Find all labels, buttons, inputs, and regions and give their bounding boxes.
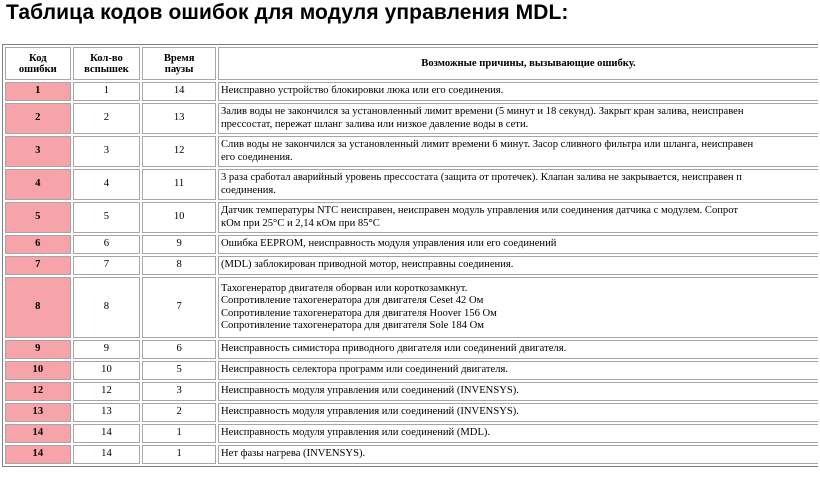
error-code-cell: 3: [5, 136, 71, 167]
cause-description-cell: [218, 340, 818, 359]
error-code-cell: 4: [5, 169, 71, 200]
pause-time-cell: 12: [142, 136, 216, 167]
pause-time-cell: 1: [142, 445, 216, 464]
page-title: Таблица кодов ошибок для модуля управления MDL:: [6, 1, 569, 24]
cause-line: Неисправно устройство блокировки люка или его соединения.: [220, 85, 504, 97]
pause-time-cell: 8: [142, 256, 216, 275]
flash-count-cell: 14: [73, 445, 141, 464]
table-row: [5, 136, 818, 167]
cause-line: Датчик температуры NTC неисправен, неисправен модуль управления или соединения датчика с модулем. Сопрот: [220, 205, 739, 217]
error-code-cell: 1: [5, 82, 71, 101]
cause-description-cell: [218, 277, 818, 338]
error-code-cell: 10: [5, 361, 71, 380]
pause-time-cell: 10: [142, 202, 216, 233]
cause-description-cell: [218, 382, 818, 401]
pause-time-cell: 9: [142, 235, 216, 254]
flash-count-cell: 3: [73, 136, 141, 167]
cause-description-cell: [218, 256, 818, 275]
pause-time-cell: 7: [142, 277, 216, 338]
table-row: [5, 235, 818, 254]
table-row: [5, 445, 818, 464]
cause-line: Ошибка EEPROM, неисправность модуля управления или его соединений: [220, 238, 557, 250]
table-row: [5, 103, 818, 134]
flash-count-cell: 12: [73, 382, 141, 401]
header-causes: Возможные причины, вызывающие ошибку.: [218, 47, 818, 80]
flash-count-cell: 14: [73, 424, 141, 443]
cause-description-cell: [218, 103, 818, 134]
cause-line: Сопротивление тахогенератора для двигателя Hoover 156 Ом: [220, 307, 497, 319]
cause-description-cell: [218, 403, 818, 422]
error-code-cell: 8: [5, 277, 71, 338]
pause-time-cell: 14: [142, 82, 216, 101]
table-row: [5, 202, 818, 233]
flash-count-cell: 5: [73, 202, 141, 233]
table-row: [5, 403, 818, 422]
error-code-table: [2, 44, 818, 467]
table-row: [5, 424, 818, 443]
cause-line: прессостат, пережат шланг залива или низкое давление воды в сети.: [220, 118, 529, 130]
cause-line: Тахогенератор двигателя оборван или короткозамкнут.: [220, 283, 468, 295]
table-header-row: [5, 47, 818, 80]
flash-count-cell: 8: [73, 277, 141, 338]
error-code-cell: 12: [5, 382, 71, 401]
cause-line: Нет фазы нагрева (INVENSYS).: [220, 448, 366, 460]
error-code-cell: 14: [5, 424, 71, 443]
pause-time-cell: 1: [142, 424, 216, 443]
cause-description-cell: [218, 361, 818, 380]
header-flashes: Кол-во вспышек: [73, 47, 141, 80]
cause-line: Залив воды не закончился за установленный лимит времени (5 минут и 18 секунд). Закрыт кран залива, неисправен: [220, 106, 744, 118]
cause-description-cell: [218, 445, 818, 464]
cause-line: (MDL) заблокирован приводной мотор, неисправны соединения.: [220, 259, 514, 271]
flash-count-cell: 10: [73, 361, 141, 380]
flash-count-cell: 1: [73, 82, 141, 101]
error-code-cell: 14: [5, 445, 71, 464]
table-row: [5, 82, 818, 101]
cause-line: Неисправность модуля управления или соединений (INVENSYS).: [220, 385, 519, 397]
header-code: Код ошибки: [5, 47, 71, 80]
flash-count-cell: 2: [73, 103, 141, 134]
flash-count-cell: 7: [73, 256, 141, 275]
error-code-cell: 9: [5, 340, 71, 359]
flash-count-cell: 6: [73, 235, 141, 254]
cause-line: Неисправность симистора приводного двигателя или соединений двигателя.: [220, 343, 567, 355]
pause-time-cell: 13: [142, 103, 216, 134]
cause-line: Сопротивление тахогенератора для двигателя Ceset 42 Ом: [220, 295, 484, 307]
cause-line: Слив воды не закончился за установленный лимит времени 6 минут. Засор сливного фильтра или шланга, неисправен: [220, 139, 754, 151]
error-code-cell: 2: [5, 103, 71, 134]
table-row: [5, 382, 818, 401]
table-row: [5, 169, 818, 200]
table-row: [5, 256, 818, 275]
pause-time-cell: 2: [142, 403, 216, 422]
error-code-cell: 13: [5, 403, 71, 422]
cause-line: Неисправность модуля управления или соединений (MDL).: [220, 427, 491, 439]
flash-count-cell: 4: [73, 169, 141, 200]
cause-line: Неисправность модуля управления или соединений (INVENSYS).: [220, 406, 519, 418]
cause-line: Сопротивление тахогенератора для двигателя Sole 184 Ом: [220, 319, 484, 331]
flash-count-cell: 9: [73, 340, 141, 359]
cause-description-cell: [218, 202, 818, 233]
error-code-cell: 5: [5, 202, 71, 233]
cause-line: 3 раза сработал аварийный уровень прессостата (защита от протечек). Клапан залива не закрывается, неисправен п: [220, 172, 742, 184]
cause-line: Неисправность селектора программ или соединений двигателя.: [220, 364, 509, 376]
pause-time-cell: 3: [142, 382, 216, 401]
cause-description-cell: [218, 136, 818, 167]
error-code-cell: 6: [5, 235, 71, 254]
cause-description-cell: [218, 82, 818, 101]
cause-description-cell: [218, 169, 818, 200]
cause-line: соединения.: [220, 184, 276, 196]
error-code-table-container: [2, 44, 818, 476]
cause-line: кОм при 25°С и 2,14 кОм при 85°С: [220, 217, 380, 229]
pause-time-cell: 5: [142, 361, 216, 380]
table-row: [5, 277, 818, 338]
cause-line: его соединения.: [220, 151, 293, 163]
pause-time-cell: 6: [142, 340, 216, 359]
flash-count-cell: 13: [73, 403, 141, 422]
table-row: [5, 361, 818, 380]
cause-description-cell: [218, 235, 818, 254]
pause-time-cell: 11: [142, 169, 216, 200]
cause-description-cell: [218, 424, 818, 443]
header-pause: Время паузы: [142, 47, 216, 80]
error-code-cell: 7: [5, 256, 71, 275]
table-row: [5, 340, 818, 359]
